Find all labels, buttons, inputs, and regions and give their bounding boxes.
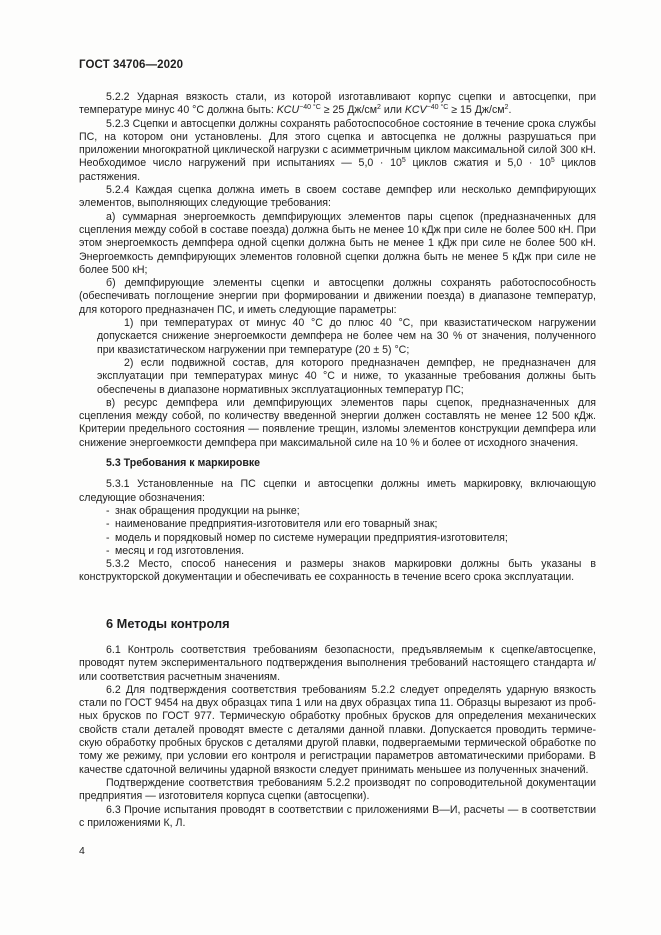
paragraph-5-2-4-c: в) ресурс демпфера или демпфирующих элементов пары сцепок, предназначенных для сцепления между собой, по количеству введенной энергии должен составлять не менее 12 500 кДж. Критерии предельного состояния — появление трещин, изломы элементов конструкции демпфера или снижение энергоемкости демпфера при максимальной силе на 10 % и более от исходного значения. (79, 396, 596, 449)
document-header: ГОСТ 34706—2020 (79, 59, 184, 71)
paragraph-5-2-4-b-2: 2) если подвижной состав, для которого предназначен демпфер, не предназначен для эксплуатации при температурах минус 40 °С и ниже, то указанные требования должны быть обеспечены в диапазоне нормативных эксплуатационных температур ПС; (97, 356, 596, 396)
paragraph-6-2: 6.2 Для подтверждения соответствия требованиям 5.2.2 следует определять ударную вязкость стали по ГОСТ 9454 на двух образцах типа 1 или на двух образцах типа 11. Образцы вырезают из проб-ных брусков по ГОСТ 977. Термическую обработку пробных брусков для определения механических свойств стали деталей проводят вместе с деталями данной плавки. Допускается проводить термиче-скую обработку пробных брусков с деталями другой плавки, подвергаемыми термической обработке по тому же режиму, при условии его контроля и регистрации параметров автоматическими приборами. В качестве сдаточной величины ударной вязкости следует принимать меньшее из полученных значений. (79, 683, 596, 776)
document-body (79, 91, 596, 830)
list-item: - модель и порядковый номер по системе нумерации предприятия-изготовителя; (79, 532, 596, 545)
paragraph-5-3-1: 5.3.1 Установленные на ПС сцепки и автосцепки должны иметь маркировку, включающую следующие обозначения: (79, 478, 596, 504)
paragraph-5-2-4-a: а) суммарная энергоемкость демпфирующих элементов пары сцепок (предназначенных для сцепления между собой в составе поезда) должна быть не менее 10 кДж при силе не более 500 кН. При этом энергоемкость демпфера одной сцепки должна быть не менее 1 кДж при силе не более 500 кН. Энергоемкость демпфирующих элементов головной сцепки должна быть не менее 5 кДж при силе не более 500 кН; (79, 210, 596, 276)
section-heading-6: 6 Методы контроля (106, 615, 230, 631)
list-item: - месяц и год изготовления. (79, 545, 596, 558)
paragraph-5-2-2: 5.2.2 Ударная вязкость стали, из которой изготавливают корпус сцепки и автосцепки, при температуре минус 40 °С должна быть: $KCU^{-40 ^\circ С} \ge 25$ $Дж/см^2$ или $KCV^{-40 ^\circ С} \ge 15$ $Дж/см^2$. (79, 91, 596, 117)
paragraph-5-3-2: 5.3.2 Место, способ нанесения и размеры знаков маркировки должны быть указаны в конструкторской документации и обеспечивать ее сохранность в течение всего срока эксплуатации. (79, 558, 596, 584)
paragraph-6-2-b: Подтверждение соответствия требованиям 5.2.2 производят по сопроводительной документации предприятия — изготовителя корпуса сцепки (автосцепки). (79, 776, 596, 803)
page-number: 4 (79, 845, 85, 857)
paragraph-5-2-4-b: б) демпфирующие элементы сцепки и автосцепки должны сохранять работоспособность (обеспечивать поглощение энергии при формировании и движении поезда) в диапазоне температур, для которого предназначен ПС, и иметь следующие параметры: (79, 277, 596, 316)
paragraph-5-2-4-b-1: 1) при температурах от минус 40 °С до плюс 40 °С, при квазистатическом нагружении допускается снижение энергоемкости демпфера не более чем на 30 % от значения, полученного при квазистатическом нагружении при температуре (20 ± 5) °С; (97, 317, 596, 356)
subsection-heading-5-3: 5.3 Требования к маркировке (106, 457, 261, 470)
paragraph-5-2-4: 5.2.4 Каждая сцепка должна иметь в своем составе демпфер или несколько демпфирующих элементов, выполняющих следующие требования: (79, 184, 596, 210)
paragraph-5-2-3: 5.2.3 Сцепки и автосцепки должны сохранять работоспособное состояние в течение срока службы ПС, на котором они установлены. Для этого сцепка и автосцепка не должны разрушаться при приложении многократной циклической нагрузки с асимметричным циклом максимальной силой 300 кН. Необходимое число нагружений при испытаниях — $5,0 \cdot 10^5$ циклов сжатия и $5,0 \cdot 10^5$ циклов растяжения. (79, 117, 596, 183)
list-item: - наименование предприятия-изготовителя или его товарный знак; (79, 518, 596, 531)
list-item: - знак обращения продукции на рынке; (79, 505, 596, 518)
paragraph-6-1: 6.1 Контроль соответствия требованиям безопасности, предъявляемым к сцепке/автосцепке, проводят путем экспериментального подтверждения выполнения требований настоящего стандарта и/или соответствия расчетным значениям. (79, 643, 596, 683)
paragraph-6-3: 6.3 Прочие испытания проводят в соответствии с приложениями В—И, расчеты — в соответствии с приложениями К, Л. (79, 803, 596, 829)
marking-list (79, 505, 596, 558)
